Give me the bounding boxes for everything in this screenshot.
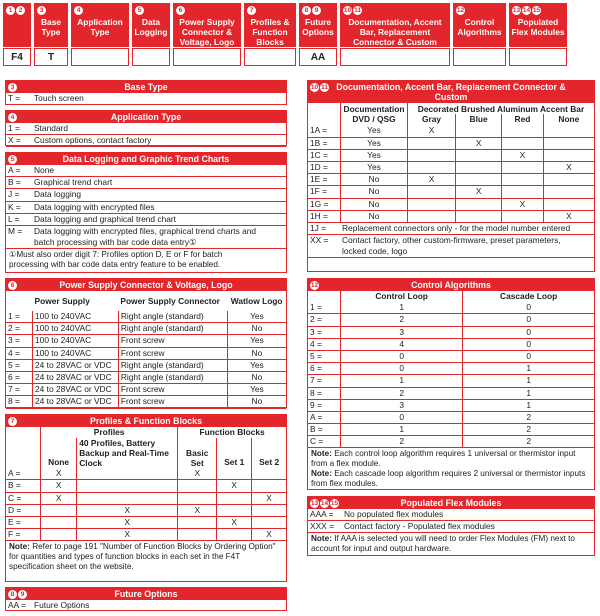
table-row: 1 = 1 0 [308, 302, 594, 314]
table-row: 2 = 100 to 240VAC Right angle (standard) No [6, 323, 286, 335]
table-row: 1C = Yes X [308, 149, 594, 161]
table-row: 3 = 3 0 [308, 326, 594, 338]
table-row: 2 = 2 0 [308, 314, 594, 326]
table-row: E = X X [6, 516, 286, 528]
table-row: 1E = No X [308, 174, 594, 186]
header-cell: 7 Profiles & Function Blocks [244, 3, 296, 47]
table-row: 8 = 2 1 [308, 387, 594, 399]
table-row: B = X X [6, 480, 286, 492]
section-profiles: 7 Profiles & Function Blocks Profiles Function Blocks None 40 Profiles, Battery Backup and Real-Time Clock Basic Set Set 1 Set 2 A = X X B = X X C = X X D = X X E = X X F = X X Note: Refer to page 191 "Number of Function Blocks by Ordering Option" for quantities and types of function blocks in each set in the F4T specification sheet on the website. [5, 414, 287, 582]
table-row: K = Data logging with encrypted files [6, 201, 286, 213]
header-cell: 13 14 15 Populated Flex Modules [509, 3, 567, 47]
header-cell: 10 11 Documentation, Accent Bar, Replacement Connector & Custom [340, 3, 450, 47]
table-row: 8 = 24 to 28VAC or VDC Front screw No [6, 396, 286, 408]
list-item: AA = Future Options [8, 600, 90, 611]
list-item: AAA = No populated flex modules [308, 509, 594, 521]
table-row: F = X X [6, 529, 286, 541]
table-row: 1J = Replacement connectors only - for the model number entered [308, 223, 594, 235]
table-row: 9 = 3 1 [308, 399, 594, 411]
table-row: C = 2 2 [308, 436, 594, 448]
table-row: J = Data logging [6, 189, 286, 201]
table-row: 1F = No X [308, 186, 594, 198]
profiles-value [244, 48, 296, 66]
future-value: AA [299, 48, 337, 66]
table-row: A = 0 2 [308, 411, 594, 423]
list-item: 1 = Standard [6, 123, 286, 135]
table-row: 1D = Yes X [308, 161, 594, 173]
header-cell: 5 Data Logging [132, 3, 170, 47]
table-row: 6 = 0 1 [308, 363, 594, 375]
table-row: locked code, logo [308, 246, 594, 258]
table-row: 5 = 0 0 [308, 350, 594, 362]
list-item: X = Custom options, contact factory [6, 135, 286, 147]
table-row: 1G = No X [308, 198, 594, 210]
table-row: C = X X [6, 492, 286, 504]
header-cell: 12 Control Algorithms [453, 3, 506, 47]
section-application-type: 4 Application Type 1 = Standard X = Custom options, contact factory [5, 110, 287, 146]
table-row: 1B = Yes X [308, 137, 594, 149]
table-row: 7 = 24 to 28VAC or VDC Front screw Yes [6, 384, 286, 396]
section-data-logging: 5 Data Logging and Graphic Trend Charts A = None B = Graphical trend chart J = Data logging K = Data logging with encrypted files L = Data logging and graphical trend chart M = Data logging with encrypted files, graphical trend charts and batch processing with bar code data entry① ①Must also order digit 7: Profiles option D, E or F for batch processing with bar code data entry feature to be enabled. [5, 152, 287, 273]
table-row: B = 1 2 [308, 424, 594, 436]
table-row: L = Data logging and graphical trend chart [6, 213, 286, 225]
header-cell: 6 Power Supply Connector & Voltage, Logo [173, 3, 241, 47]
table-row: 6 = 24 to 28VAC or VDC Right angle (standard) No [6, 371, 286, 383]
table-row: A = X X [6, 468, 286, 480]
table-row: 4 = 4 0 [308, 338, 594, 350]
table-row: 1H = No X [308, 210, 594, 222]
section-base-type [5, 80, 287, 105]
table-row: 1A = Yes X [308, 125, 594, 137]
table-row: 4 = 100 to 240VAC Front screw No [6, 347, 286, 359]
list-item: XXX = Contact factory - Populated flex modules [308, 521, 594, 533]
table-row: XX = Contact factory, other custom-firmware, preset parameters, [310, 235, 561, 246]
app-type-value [71, 48, 129, 66]
table-row: 7 = 1 1 [308, 375, 594, 387]
section-control-algorithms: 12 Control Algorithms Control Loop Cascade Loop 1 = 1 0 2 = 2 0 3 = 3 0 4 = 4 0 5 = 0 0 6 = 0 1 7 = 1 1 8 = 2 1 9 = 3 1 A = 0 2 B = 1 2 C = 2 2 Note: Each control loop algorithm requires 1 universal or thermistor input from a flex module. Note: Each cascade loop algorithm requires 2 universal or thermistor inputs from flex modules. [307, 278, 595, 490]
table-row: D = X X [6, 504, 286, 516]
header-cell: 1 2 [3, 3, 31, 47]
control-value [453, 48, 506, 66]
model-value: F4 [3, 48, 31, 66]
flex-value [509, 48, 567, 66]
section-future-options: 8 9 Future Options AA = Future Options [5, 587, 287, 611]
table-row: batch processing with bar code data entry① [6, 237, 286, 249]
table-row: 3 = 100 to 240VAC Front screw Yes [6, 335, 286, 347]
table-row: 1 = 100 to 240VAC Right angle (standard) Yes [6, 311, 286, 323]
section-flex-modules: 13 14 15 Populated Flex Modules AAA = No populated flex modules XXX = Contact factory - Populated flex modules Note: If AAA is selected you will need to order Flex Modules (FM) next to account for input and output hardware. [307, 496, 595, 556]
power-value [173, 48, 241, 66]
header-cell: 8 9 Future Options [299, 3, 337, 47]
header-cell: 4 Application Type [71, 3, 129, 47]
table-row: 5 = 24 to 28VAC or VDC Right angle (standard) Yes [6, 359, 286, 371]
table-row: A = None [6, 165, 286, 177]
section-header: 3 Base Type [6, 81, 286, 93]
table-row: B = Graphical trend chart [6, 177, 286, 189]
base-type-value: T [34, 48, 68, 66]
data-logging-value [132, 48, 170, 66]
header-cell: 3 Base Type [34, 3, 68, 47]
documentation-value [340, 48, 450, 66]
section-power-supply: 6 Power Supply Connector & Voltage, Logo Power Supply Power Supply Connector Watlow Logo 1 = 100 to 240VAC Right angle (standard) Yes 2 = 100 to 240VAC Right angle (standard) No 3 = 100 to 240VAC Front screw Yes 4 = 100 to 240VAC Front screw No 5 = 24 to 28VAC or VDC Right angle (standard) Yes 6 = 24 to 28VAC or VDC Right angle (standard) No 7 = 24 to 28VAC or VDC Front screw Yes 8 = 24 to 28VAC or VDC Front screw No [5, 278, 287, 408]
section-documentation: 10 11 Documentation, Accent Bar, Replacement Connector & Custom Documentation DVD / QSG Decorated Brushed Aluminum Accent Bar Gray Blue Red None 1A = Yes X 1B = Yes X 1C = Yes X 1D = Yes X 1E = No X 1F = No X 1G = No X 1H = No X 1J = Replacement connectors only - for the model number entered XX = Contact factory, other custom-firmware, preset parameters, locked code, logo [307, 80, 595, 272]
table-row: M = Data logging with encrypted files, graphical trend charts and [8, 226, 257, 237]
list-item: T = Touch screen [6, 93, 286, 105]
